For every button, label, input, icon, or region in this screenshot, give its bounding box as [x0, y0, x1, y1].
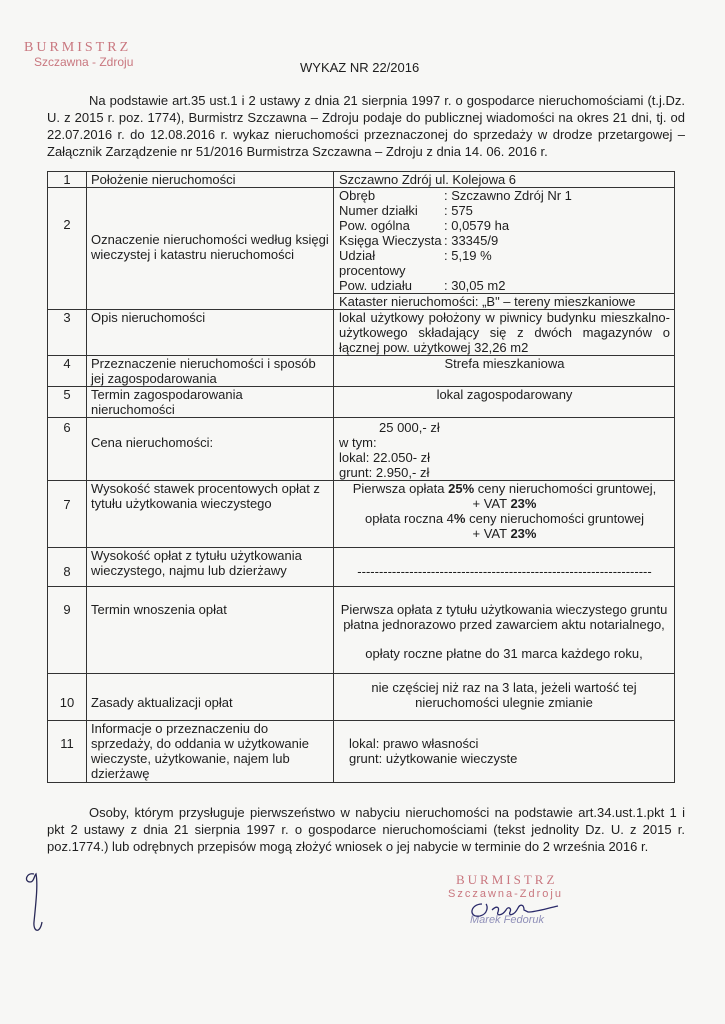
parcel-detail-row: Udział procentowy : 5,19 %: [339, 248, 492, 278]
initials-signature: [18, 862, 58, 942]
table-row: 7 Wysokość stawek procentowych opłat z tytułu użytkowania wieczystego Pierwsza opłata 25% ceny nieruchomości gruntowej, + VAT 23% opłata roczna 4% ceny nieruchomości gruntowej + VAT 23%: [48, 481, 675, 548]
parcel-details: [334, 188, 674, 293]
parcel-detail-row: Pow. udziału : 30,05 m2: [339, 278, 506, 293]
table-row: 8 Wysokość opłat z tytułu użytkowania wieczystego, najmu lub dzierżawy --------------------------------------------------------------------: [48, 548, 675, 587]
table-row: 9 Termin wnoszenia opłat Pierwsza opłata z tytułu użytkowania wieczystego gruntu płatna jednorazowo przed zawarciem aktu notarialnego, opłaty roczne płatne do 31 marca każdego roku,: [48, 587, 675, 674]
document-title: WYKAZ NR 22/2016: [300, 60, 420, 75]
parcel-detail-row: Obręb : Szczawno Zdrój Nr 1: [339, 188, 572, 203]
office-stamp-top: [24, 40, 133, 69]
table-row: 6 Cena nieruchomości: 25 000,- zł w tym: lokal: 22.050- zł grunt: 2.950,- zł: [48, 418, 675, 481]
table-row: 1 Położenie nieruchomości Szczawno Zdrój ul. Kolejowa 6: [48, 172, 675, 188]
table-row: 3 Opis nieruchomości lokal użytkowy położony w piwnicy budynku mieszkalno-użytkowego składający się z dwóch magazynów o łącznej pow. użytkowej 32,26 m2: [48, 310, 675, 356]
table-row: 2 Oznaczenie nieruchomości według księgi wieczystej i katastru nieruchomości Obręb : Szczawno Zdrój Nr 1 Numer działki : 575 Pow. ogólna : 0,0579 ha Księga Wieczysta : 33345/9 Udział procentowy : 5,19 % Pow. udziału : 30,05 m2 Kataster nieruchomości: „B" – tereny mieszkaniowe: [48, 188, 675, 310]
fees-cell: Pierwsza opłata 25% ceny nieruchomości gruntowej, + VAT 23% opłata roczna 4% ceny nieruchomości gruntowej + VAT 23%: [334, 481, 675, 548]
mayor-signature: [462, 890, 572, 930]
stamp-subtitle: Szczawna - Zdroju: [34, 55, 134, 69]
footer-paragraph: Osoby, którym przysługuje pierwszeństwo w nabyciu nieruchomości na podstawie art.34.ust.1.pkt 1 i pkt 2 ustawy z dnia 21 sierpnia 1997 r. o gospodarce nieruchomościami (tekst jednolity Dz. U. z 2015 r. poz.1774.) lub odrębnych przepisów mogą złożyć wniosek o jej nabycie w terminie do 2 września 2016 r.: [47, 805, 685, 854]
parcel-detail-row: Numer działki : 575: [339, 203, 473, 218]
table-row: 4 Przeznaczenie nieruchomości i sposób jej zagospodarowania Strefa mieszkaniowa: [48, 356, 675, 387]
intro-paragraph: Na podstawie art.35 ust.1 i 2 ustawy z dnia 21 sierpnia 1997 r. o gospodarce nieruchomościami (t.j.Dz. U. z 2015 r. poz. 1774), Burmistrz Szczawna – Zdroju podaje do publicznej wiadomości na okres 21 dni, tj. od 22.07.2016 r. do 12.08.2016 r. wykaz nieruchomości przeznaczonej do sprzedaży w drodze przetargowej – Załącznik Zarządzenie nr 51/2016 Burmistrza Szczawna – Zdroju z dnia 14. 06. 2016 r.: [47, 93, 685, 159]
stamp-title: BURMISTRZ: [24, 40, 132, 55]
property-table: [47, 171, 675, 783]
parcel-detail-row: Księga Wieczysta : 33345/9: [339, 233, 499, 248]
table-row: 5 Termin zagospodarowania nieruchomości lokal zagospodarowany: [48, 387, 675, 418]
price-cell: 25 000,- zł w tym: lokal: 22.050- zł grunt: 2.950,- zł: [334, 418, 675, 481]
table-row: 10 Zasady aktualizacji opłat nie częściej niż raz na 3 lata, jeżeli wartość tej nieruchomości ulegnie zmianie: [48, 674, 675, 721]
parcel-detail-row: Pow. ogólna : 0,0579 ha: [339, 218, 510, 233]
rights-cell: lokal: prawo własności grunt: użytkowanie wieczyste: [334, 721, 675, 783]
payment-terms-cell: Pierwsza opłata z tytułu użytkowania wieczystego gruntu płatna jednorazowo przed zawarciem aktu notarialnego, opłaty roczne płatne do 31 marca każdego roku,: [334, 587, 675, 674]
kataster-line: Kataster nieruchomości: „B" – tereny mieszkaniowe: [334, 293, 674, 309]
table-row: 11 Informacje o przeznaczeniu do sprzedaży, do oddania w użytkowanie wieczyste, użytkowanie, najem lub dzierżawę lokal: prawo własności grunt: użytkowanie wieczyste: [48, 721, 675, 783]
signatory-name: Marek Fedoruk: [470, 914, 544, 926]
office-stamp-bottom: BURMISTRZ Szczawna-Zdroju Marek Fedoruk: [448, 872, 563, 926]
